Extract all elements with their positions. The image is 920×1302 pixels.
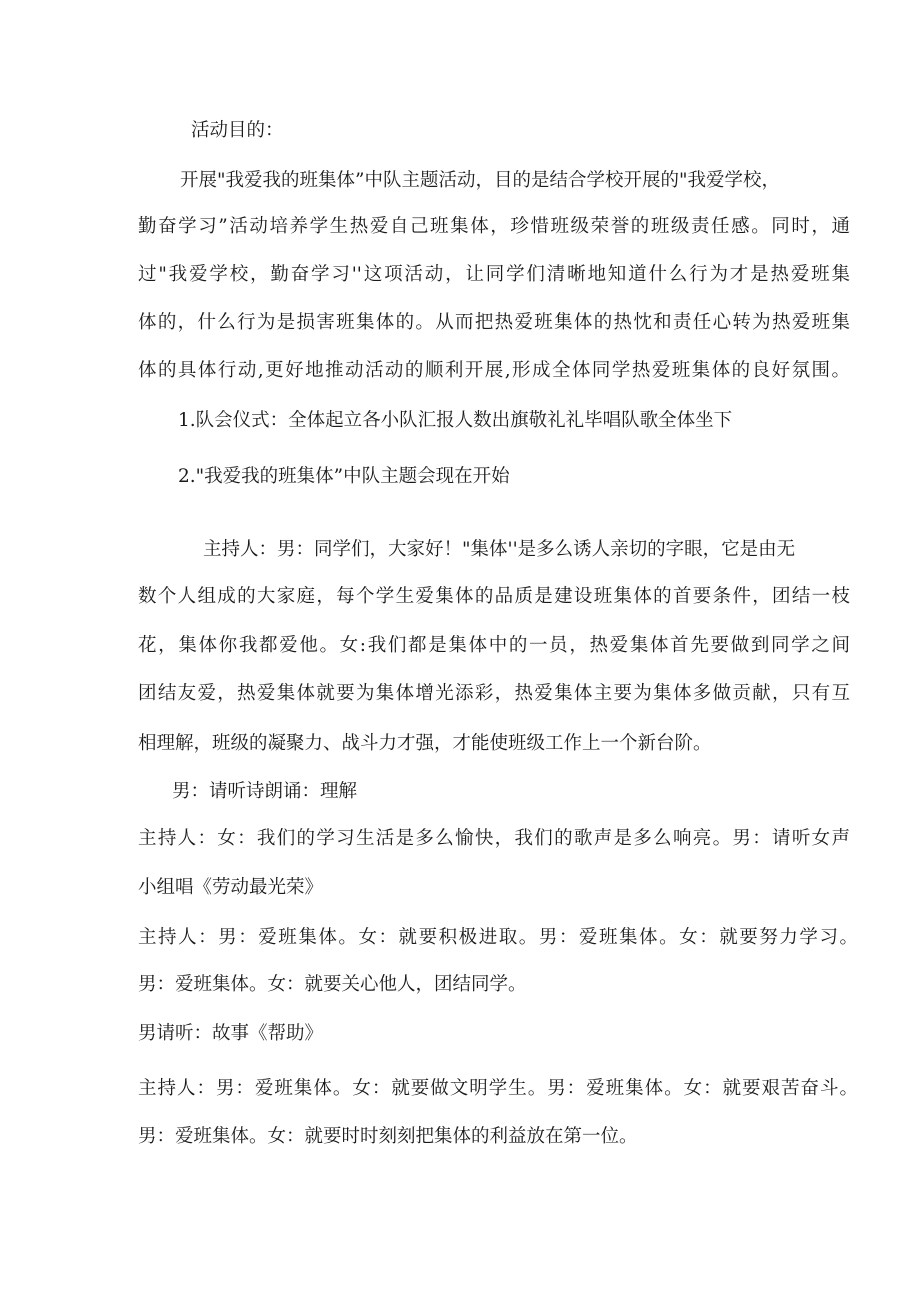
story-announcement: 男请听：故事《帮助》: [138, 1023, 324, 1044]
host-intro-line-2: 数个人组成的大家庭，每个学生爱集体的品质是建设班集体的首要条件，团结一枝: [138, 586, 850, 607]
purpose-line-2: 勤奋学习”活动培养学生热爱自己班集体，珍惜班级荣誉的班级责任感。同时，通: [138, 216, 850, 237]
love-class-2-line-2: 男：爱班集体。女：就要时时刻刻把集体的利益放在第一位。: [138, 1126, 638, 1147]
song-line-2: 小组唱《劳动最光荣》: [138, 877, 324, 898]
host-intro-line-4: 团结友爱，热爱集体就要为集体增光添彩，热爱集体主要为集体多做贡献，只有互: [138, 683, 850, 704]
love-class-1-line-1: 主持人：男：爱班集体。女：就要积极进取。男：爱班集体。女：就要努力学习。: [138, 927, 858, 948]
song-line-1: 主持人：女：我们的学习生活是多么愉快，我们的歌声是多么响亮。男：请听女声: [138, 828, 850, 849]
love-class-2-line-1: 主持人：男：爱班集体。女：就要做文明学生。男：爱班集体。女：就要艰苦奋斗。: [138, 1078, 858, 1099]
love-class-1-line-2: 男：爱班集体。女：就要关心他人，团结同学。: [138, 974, 527, 995]
purpose-line-4: 体的，什么行为是损害班集体的。从而把热爱班集体的热忱和责任心转为热爱班集: [138, 312, 850, 333]
host-intro-line-1: 主持人：男：同学们，大家好！"集体''是多么诱人亲切的字眼，它是由无: [203, 539, 796, 560]
purpose-line-5: 体的具体行动,更好地推动活动的顺利开展,形成全体同学热爱班集体的良好氛围。: [138, 360, 850, 381]
host-intro-line-5: 相理解，班级的凝聚力、战斗力才强，才能使班级工作上一个新台阶。: [138, 733, 712, 754]
step-2: 2."我爱我的班集体”中队主题会现在开始: [178, 466, 510, 487]
poem-announcement: 男：请听诗朗诵：理解: [172, 781, 358, 802]
section-heading: 活动目的：: [191, 120, 284, 141]
host-intro-line-3: 花，集体你我都爱他。女:我们都是集体中的一员，热爱集体首先要做到同学之间: [138, 635, 850, 656]
purpose-line-1: 开展"我爱我的班集体”中队主题活动，目的是结合学校开展的"我爱学校，: [180, 170, 780, 191]
purpose-line-3: 过"我爱学校，勤奋学习''这项活动，让同学们清晰地知道什么行为才是热爱班集: [138, 264, 850, 285]
step-1: 1.队会仪式：全体起立各小队汇报人数出旗敬礼礼毕唱队歌全体坐下: [178, 410, 733, 431]
